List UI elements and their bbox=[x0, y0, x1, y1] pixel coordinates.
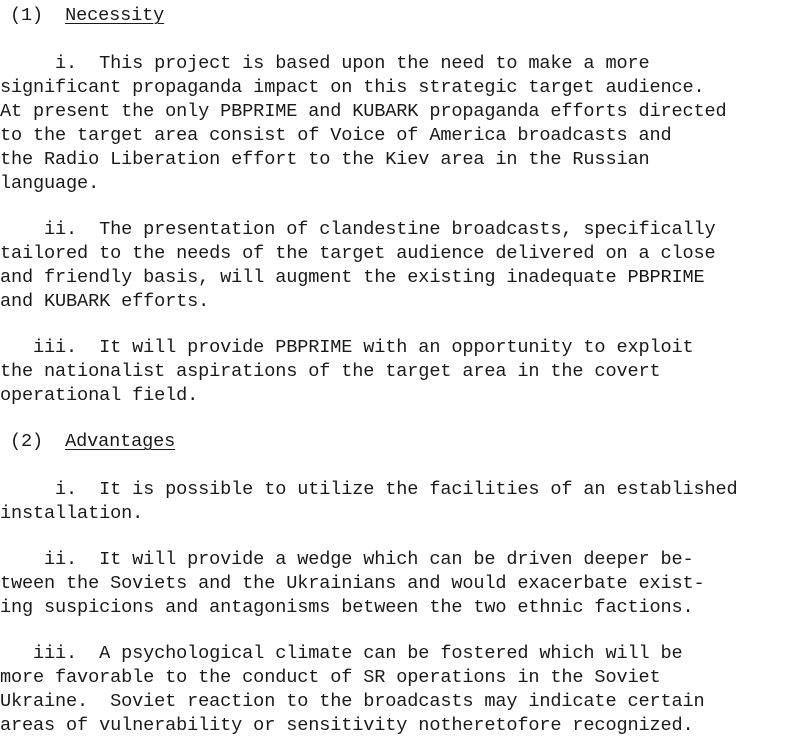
text-line: areas of vulnerability or sensitivity notheretofore recognized. bbox=[0, 715, 694, 736]
section-title: Necessity bbox=[65, 5, 165, 26]
text-line: language. bbox=[0, 173, 100, 194]
text-line: ii. The presentation of clandestine broadcasts, specifically bbox=[0, 219, 716, 240]
text-line: i. This project is based upon the need to make a more bbox=[0, 53, 650, 74]
section-number: (1) bbox=[10, 5, 44, 26]
text-line: ii. It will provide a wedge which can be driven deeper be- bbox=[0, 549, 694, 570]
text-line: and KUBARK efforts. bbox=[0, 291, 210, 312]
text-line: tween the Soviets and the Ukrainians and would exacerbate exist- bbox=[0, 573, 705, 594]
text-line: the nationalist aspirations of the target area in the covert bbox=[0, 361, 661, 382]
text-line: ing suspicions and antagonisms between the two ethnic factions. bbox=[0, 597, 694, 618]
text-line: operational field. bbox=[0, 385, 199, 406]
text-line: the Radio Liberation effort to the Kiev area in the Russian bbox=[0, 149, 650, 170]
text-line: significant propaganda impact on this strategic target audience. bbox=[0, 77, 705, 98]
text-line: iii. It will provide PBPRIME with an opportunity to exploit bbox=[0, 337, 694, 358]
section-heading bbox=[10, 430, 175, 454]
text-line: to the target area consist of Voice of America broadcasts and bbox=[0, 125, 672, 146]
section-number: (2) bbox=[10, 431, 44, 452]
text-line: tailored to the needs of the target audience delivered on a close bbox=[0, 243, 716, 264]
text-line: and friendly basis, will augment the existing inadequate PBPRIME bbox=[0, 267, 705, 288]
text-line: At present the only PBPRIME and KUBARK propaganda efforts directed bbox=[0, 101, 727, 122]
text-line: Ukraine. Soviet reaction to the broadcasts may indicate certain bbox=[0, 691, 705, 712]
text-line: iii. A psychological climate can be fostered which will be bbox=[0, 643, 683, 664]
text-line: more favorable to the conduct of SR operations in the Soviet bbox=[0, 667, 661, 688]
text-line: i. It is possible to utilize the facilities of an established bbox=[0, 479, 738, 500]
text-line: installation. bbox=[0, 503, 144, 524]
section-title: Advantages bbox=[65, 431, 176, 452]
section-heading bbox=[10, 4, 164, 28]
